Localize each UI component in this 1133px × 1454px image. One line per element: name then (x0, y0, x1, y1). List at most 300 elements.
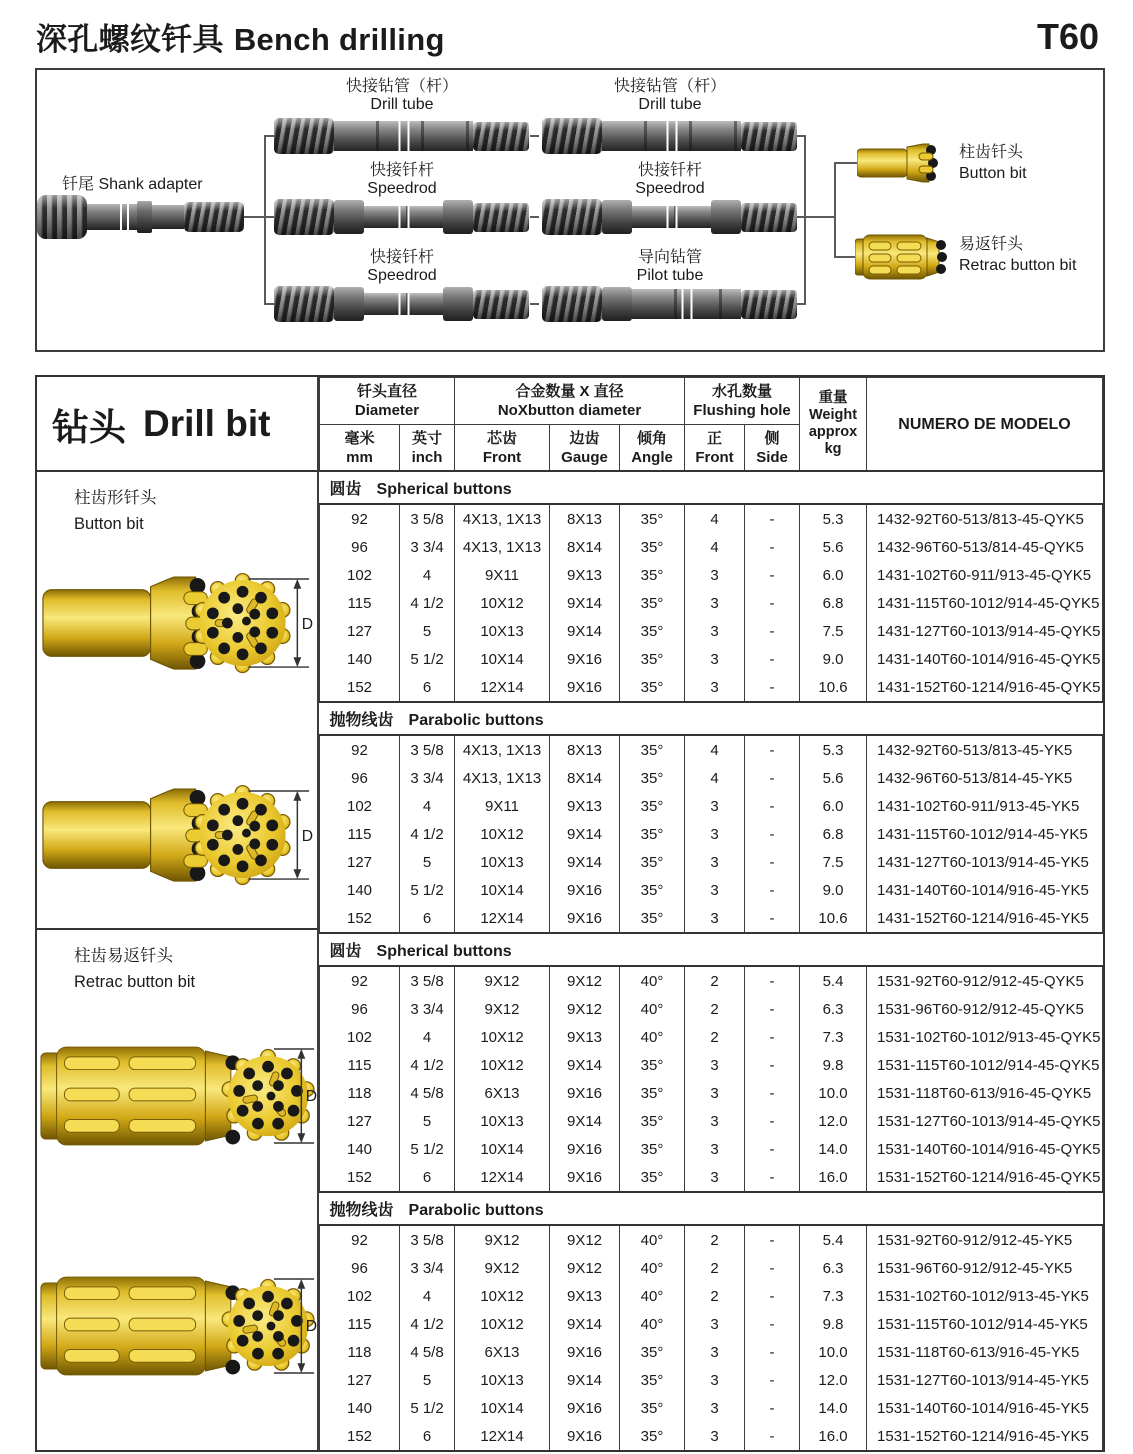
weight-kg: 12.0 (800, 1107, 867, 1135)
connector-line (244, 216, 264, 218)
diameter-mm: 92 (320, 1225, 400, 1254)
rod-part (542, 118, 602, 154)
section-heading-zh: 抛物线齿 (329, 1202, 394, 1219)
flushing-front: 3 (685, 1310, 745, 1338)
diameter-mm: 140 (320, 1394, 400, 1422)
front-buttons: 6X13 (455, 1079, 550, 1107)
button-angle: 40° (620, 1282, 685, 1310)
retrac-bit-group-cell (37, 930, 317, 1450)
label-en: Speedrod (367, 180, 437, 197)
header-zh: 边齿 (569, 429, 600, 447)
dimension-label: D (301, 827, 313, 845)
rod-part (632, 289, 741, 319)
flushing-front: 3 (685, 792, 745, 820)
front-buttons: 10X14 (455, 1394, 550, 1422)
col-weight (800, 378, 867, 472)
weight-kg: 7.5 (800, 617, 867, 645)
weight-kg: 7.5 (800, 848, 867, 876)
button-angle: 35° (620, 735, 685, 764)
flushing-side: - (745, 792, 800, 820)
shank-shaft (87, 204, 137, 230)
diameter-mm: 118 (320, 1079, 400, 1107)
model-number: 1531-115T60-1012/914-45-YK5 (867, 1310, 1103, 1338)
gauge-buttons: 9X14 (550, 1366, 620, 1394)
flushing-front: 3 (685, 904, 745, 933)
label-en: Speedrod (635, 180, 705, 197)
gauge-buttons: 9X12 (550, 1225, 620, 1254)
front-buttons: 10X14 (455, 876, 550, 904)
flushing-side: - (745, 1254, 800, 1282)
button-angle: 35° (620, 533, 685, 561)
flushing-side: - (745, 1338, 800, 1366)
table-row (320, 764, 1103, 792)
gauge-buttons: 9X16 (550, 1338, 620, 1366)
pilot-tube-label (637, 249, 704, 285)
speedrod-label (367, 162, 436, 198)
button-angle: 40° (620, 995, 685, 1023)
button-angle: 40° (620, 1023, 685, 1051)
gauge-buttons: 9X16 (550, 1163, 620, 1192)
front-buttons: 4X13, 1X13 (455, 735, 550, 764)
model-number: 1531-152T60-1214/916-45-QYK5 (867, 1163, 1103, 1192)
weight-kg: 6.3 (800, 995, 867, 1023)
diameter-inch: 4 1/2 (400, 1051, 455, 1079)
gauge-buttons: 8X13 (550, 735, 620, 764)
flushing-side: - (745, 1107, 800, 1135)
label-zh: 快接钎杆 (637, 162, 703, 179)
flushing-front: 4 (685, 735, 745, 764)
weight-kg: 9.8 (800, 1051, 867, 1079)
weight-kg: 14.0 (800, 1135, 867, 1163)
gauge-buttons: 9X12 (550, 1254, 620, 1282)
button-angle: 35° (620, 848, 685, 876)
diameter-mm: 102 (320, 1282, 400, 1310)
diameter-mm: 115 (320, 1310, 400, 1338)
shank-adapter-label-en: Shank adapter (98, 176, 203, 193)
diameter-mm: 96 (320, 533, 400, 561)
header-zh: 重量 (818, 390, 848, 406)
flushing-side: - (745, 995, 800, 1023)
model-number: 1431-140T60-1014/916-45-QYK5 (867, 645, 1103, 673)
flushing-side: - (745, 764, 800, 792)
connector-line (806, 216, 834, 218)
front-buttons: 10X12 (455, 820, 550, 848)
front-buttons: 9X12 (455, 1254, 550, 1282)
header-en: NoXbutton diameter (497, 402, 642, 419)
speedrod-label (635, 162, 704, 198)
group-label-zh: 柱齿形钎头 (74, 489, 157, 507)
shank-spline (37, 195, 87, 239)
header-zh: 英寸 (412, 429, 443, 447)
rod-part (334, 287, 364, 321)
connector-line (834, 162, 836, 258)
gauge-buttons: 9X16 (550, 1079, 620, 1107)
header-zh: 毫米 (344, 429, 375, 447)
label-zh: 导向钻管 (637, 249, 702, 266)
page-title-en: Bench drilling (233, 22, 445, 57)
diameter-mm: 102 (320, 1023, 400, 1051)
header-en: Diameter (354, 402, 420, 419)
button-bit-group-cell (37, 472, 317, 930)
label-zh: 易返钎头 (959, 236, 1024, 253)
rod-part (602, 200, 632, 234)
flushing-side: - (745, 735, 800, 764)
col-angle (620, 425, 685, 472)
weight-kg: 5.3 (800, 735, 867, 764)
button-angle: 40° (620, 1225, 685, 1254)
shank-body (152, 205, 184, 229)
speedrod-graphic (274, 199, 529, 235)
header-en: Angle (631, 448, 673, 466)
flushing-front: 3 (685, 1338, 745, 1366)
section-spherical-button (320, 471, 1103, 702)
dimension-label: D (305, 1087, 317, 1105)
rod-part (741, 290, 797, 319)
weight-kg: 9.8 (800, 1310, 867, 1338)
front-buttons: 12X14 (455, 1163, 550, 1192)
diameter-mm: 102 (320, 792, 400, 820)
header-en: Gauge (561, 448, 608, 466)
flushing-front: 4 (685, 533, 745, 561)
diameter-mm: 118 (320, 1338, 400, 1366)
rod-part (274, 286, 334, 322)
connector-line (266, 135, 274, 137)
gauge-buttons: 9X14 (550, 848, 620, 876)
diameter-inch: 3 3/4 (400, 764, 455, 792)
flushing-side: - (745, 904, 800, 933)
flushing-front: 3 (685, 1163, 745, 1192)
table-row (320, 1135, 1103, 1163)
rod-part (473, 290, 529, 319)
connector-line (797, 216, 804, 218)
diameter-inch: 4 5/8 (400, 1079, 455, 1107)
section-heading-en: Spherical buttons (376, 481, 512, 498)
diameter-inch: 6 (400, 673, 455, 702)
front-buttons: 12X14 (455, 673, 550, 702)
diameter-mm: 127 (320, 617, 400, 645)
rod-part (274, 118, 334, 154)
drill-bit-table (35, 375, 1105, 1452)
diameter-mm: 115 (320, 589, 400, 617)
section-heading (320, 933, 1103, 966)
button-angle: 35° (620, 589, 685, 617)
table-title (37, 377, 317, 472)
table-row (320, 735, 1103, 764)
flushing-side: - (745, 645, 800, 673)
diameter-inch: 5 (400, 1366, 455, 1394)
diameter-inch: 3 5/8 (400, 966, 455, 995)
model-number: 1531-127T60-1013/914-45-QYK5 (867, 1107, 1103, 1135)
header-zh: 倾角 (637, 429, 668, 447)
front-buttons: 10X12 (455, 589, 550, 617)
table-row (320, 1394, 1103, 1422)
rod-part (364, 206, 443, 228)
col-front (455, 425, 550, 472)
page-title-zh: 深孔螺纹钎具 (36, 22, 224, 57)
col-flush-front (685, 425, 745, 472)
button-angle: 35° (620, 820, 685, 848)
label-zh: 柱齿钎头 (959, 144, 1024, 161)
connector-line (266, 216, 274, 218)
section-heading-en: Parabolic buttons (408, 1202, 544, 1219)
table-title-zh: 钻头 (52, 406, 126, 448)
section-parabolic-retrac (320, 1192, 1103, 1450)
drill-tube-label (614, 78, 726, 114)
gauge-buttons: 9X13 (550, 561, 620, 589)
gauge-buttons: 9X16 (550, 904, 620, 933)
flushing-front: 3 (685, 673, 745, 702)
front-buttons: 9X11 (455, 561, 550, 589)
flushing-front: 3 (685, 561, 745, 589)
table-row (320, 792, 1103, 820)
gauge-buttons: 9X12 (550, 995, 620, 1023)
table-row (320, 617, 1103, 645)
model-number: 1431-102T60-911/913-45-YK5 (867, 792, 1103, 820)
diameter-mm: 152 (320, 673, 400, 702)
button-bit-label (959, 142, 1027, 184)
front-buttons: 10X12 (455, 1310, 550, 1338)
header-en: Side (756, 448, 788, 466)
model-number: 1531-115T60-1012/914-45-QYK5 (867, 1051, 1103, 1079)
weight-kg: 5.4 (800, 966, 867, 995)
diameter-inch: 3 5/8 (400, 735, 455, 764)
model-number: 1431-102T60-911/913-45-QYK5 (867, 561, 1103, 589)
diameter-mm: 92 (320, 504, 400, 533)
drill-tube-graphic (274, 118, 529, 154)
front-buttons: 10X13 (455, 1107, 550, 1135)
rod-part (542, 199, 602, 235)
weight-kg: 5.3 (800, 504, 867, 533)
flushing-side: - (745, 1163, 800, 1192)
flushing-front: 2 (685, 1225, 745, 1254)
button-angle: 35° (620, 1135, 685, 1163)
gauge-buttons: 9X12 (550, 966, 620, 995)
weight-kg: 6.3 (800, 1254, 867, 1282)
weight-kg: 6.8 (800, 589, 867, 617)
col-gauge (550, 425, 620, 472)
header-en: approx (808, 424, 858, 440)
diameter-inch: 6 (400, 1163, 455, 1192)
front-buttons: 9X12 (455, 966, 550, 995)
weight-kg: 6.8 (800, 820, 867, 848)
model-number: 1531-140T60-1014/916-45-QYK5 (867, 1135, 1103, 1163)
flushing-front: 4 (685, 764, 745, 792)
front-buttons: 12X14 (455, 904, 550, 933)
diameter-mm: 127 (320, 1366, 400, 1394)
front-buttons: 9X11 (455, 792, 550, 820)
section-heading-zh: 圆齿 (329, 943, 362, 960)
rod-part (741, 203, 797, 232)
flushing-side: - (745, 561, 800, 589)
header-zh: 合金数量 X 直径 (515, 383, 624, 400)
diameter-inch: 5 1/2 (400, 1394, 455, 1422)
flushing-front: 2 (685, 1254, 745, 1282)
gauge-buttons: 9X14 (550, 589, 620, 617)
retrac-bit-image (39, 1026, 317, 1166)
weight-kg: 16.0 (800, 1163, 867, 1192)
flushing-front: 3 (685, 1107, 745, 1135)
weight-kg: 12.0 (800, 1366, 867, 1394)
rod-part (602, 287, 632, 321)
table-row (320, 645, 1103, 673)
table-row (320, 1023, 1103, 1051)
front-buttons: 4X13, 1X13 (455, 533, 550, 561)
model-number: 1531-96T60-912/912-45-QYK5 (867, 995, 1103, 1023)
header-en: mm (346, 448, 373, 466)
button-angle: 35° (620, 792, 685, 820)
model-number: 1431-140T60-1014/916-45-YK5 (867, 876, 1103, 904)
header-en: Flushing hole (693, 402, 791, 419)
rod-part (741, 122, 797, 151)
button-angle: 40° (620, 1310, 685, 1338)
diameter-inch: 5 (400, 1107, 455, 1135)
model-number: 1432-92T60-513/813-45-QYK5 (867, 504, 1103, 533)
rod-part (274, 199, 334, 235)
table-row (320, 966, 1103, 995)
joint-dash (530, 135, 539, 137)
flushing-front: 4 (685, 504, 745, 533)
front-buttons: 4X13, 1X13 (455, 764, 550, 792)
section-heading (320, 1192, 1103, 1225)
flushing-side: - (745, 617, 800, 645)
gauge-buttons: 8X14 (550, 533, 620, 561)
front-buttons: 10X12 (455, 1051, 550, 1079)
col-mm (320, 425, 400, 472)
gauge-buttons: 9X16 (550, 1394, 620, 1422)
table-row (320, 848, 1103, 876)
flushing-side: - (745, 820, 800, 848)
model-number: 1431-115T60-1012/914-45-YK5 (867, 820, 1103, 848)
drill-tube-label (346, 78, 458, 114)
model-number: 1431-127T60-1013/914-45-QYK5 (867, 617, 1103, 645)
button-angle: 35° (620, 1338, 685, 1366)
button-angle: 35° (620, 1107, 685, 1135)
model-number: 1531-102T60-1012/913-45-QYK5 (867, 1023, 1103, 1051)
speedrod-graphic (542, 199, 797, 235)
diameter-mm: 92 (320, 966, 400, 995)
button-angle: 35° (620, 504, 685, 533)
connector-line (804, 135, 806, 305)
pilot-tube-graphic (542, 286, 797, 322)
front-buttons: 10X13 (455, 617, 550, 645)
page-header (36, 14, 1103, 64)
front-buttons: 10X14 (455, 645, 550, 673)
flushing-front: 3 (685, 876, 745, 904)
model-number: 1432-96T60-513/814-45-YK5 (867, 764, 1103, 792)
gauge-buttons: 9X16 (550, 1422, 620, 1450)
shank-adapter-label-zh: 钎尾 (62, 176, 95, 193)
shank-thread (184, 202, 244, 232)
label-en: Drill tube (370, 96, 434, 113)
flushing-front: 3 (685, 820, 745, 848)
table-row (320, 876, 1103, 904)
front-buttons: 10X13 (455, 848, 550, 876)
table-row (320, 904, 1103, 933)
flushing-front: 2 (685, 1282, 745, 1310)
rod-part (443, 287, 473, 321)
section-heading (320, 702, 1103, 735)
flushing-front: 3 (685, 1366, 745, 1394)
header-en: Front (695, 448, 734, 466)
shank-adapter-label (62, 174, 203, 195)
front-buttons: 10X13 (455, 1366, 550, 1394)
section-header-row (320, 702, 1103, 735)
gauge-buttons: 9X14 (550, 820, 620, 848)
button-angle: 40° (620, 966, 685, 995)
table-row (320, 533, 1103, 561)
flushing-side: - (745, 1282, 800, 1310)
table-row (320, 504, 1103, 533)
button-angle: 35° (620, 764, 685, 792)
flushing-front: 3 (685, 1394, 745, 1422)
weight-kg: 5.4 (800, 1225, 867, 1254)
front-buttons: 10X12 (455, 1023, 550, 1051)
table-title-en: Drill bit (143, 402, 271, 444)
flushing-side: - (745, 876, 800, 904)
diameter-inch: 3 5/8 (400, 504, 455, 533)
table-row (320, 673, 1103, 702)
flushing-front: 3 (685, 1422, 745, 1450)
flushing-side: - (745, 1051, 800, 1079)
flushing-front: 2 (685, 995, 745, 1023)
diameter-mm: 96 (320, 764, 400, 792)
table-row (320, 1051, 1103, 1079)
gauge-buttons: 9X16 (550, 673, 620, 702)
diameter-mm: 152 (320, 904, 400, 933)
label-en: Pilot tube (636, 267, 704, 284)
flushing-side: - (745, 966, 800, 995)
label-en: Button bit (959, 165, 1027, 182)
flushing-side: - (745, 589, 800, 617)
table-row (320, 1422, 1103, 1450)
section-heading (320, 471, 1103, 504)
diameter-inch: 4 (400, 561, 455, 589)
connector-line (836, 256, 855, 258)
connector-line (836, 162, 857, 164)
label-en: Speedrod (367, 267, 437, 284)
diameter-inch: 5 (400, 617, 455, 645)
section-heading-zh: 抛物线齿 (329, 712, 394, 729)
gauge-buttons: 9X14 (550, 1051, 620, 1079)
joint-dash (530, 303, 539, 305)
model-number: 1431-152T60-1214/916-45-YK5 (867, 904, 1103, 933)
table-row (320, 1225, 1103, 1254)
speedrod-label (367, 249, 436, 285)
diameter-inch: 3 5/8 (400, 1225, 455, 1254)
model-number: 1531-102T60-1012/913-45-YK5 (867, 1282, 1103, 1310)
rod-part (364, 293, 443, 315)
table-row (320, 1338, 1103, 1366)
gauge-buttons: 9X16 (550, 876, 620, 904)
diameter-inch: 4 1/2 (400, 589, 455, 617)
retrac-bit-label (959, 234, 1076, 276)
section-header-row (320, 933, 1103, 966)
table-row (320, 1107, 1103, 1135)
table-row (320, 1163, 1103, 1192)
diameter-inch: 4 (400, 1282, 455, 1310)
button-angle: 40° (620, 1254, 685, 1282)
gauge-buttons: 9X16 (550, 1135, 620, 1163)
shank-adapter-graphic (37, 195, 244, 239)
diameter-mm: 127 (320, 1107, 400, 1135)
front-buttons: 12X14 (455, 1422, 550, 1450)
label-zh: 快接钎杆 (369, 162, 435, 179)
drill-tube-graphic (542, 118, 797, 154)
group-label-en: Button bit (74, 515, 144, 533)
dimension-label: D (301, 615, 313, 633)
speedrod-graphic (274, 286, 529, 322)
model-number: 1531-152T60-1214/916-45-YK5 (867, 1422, 1103, 1450)
